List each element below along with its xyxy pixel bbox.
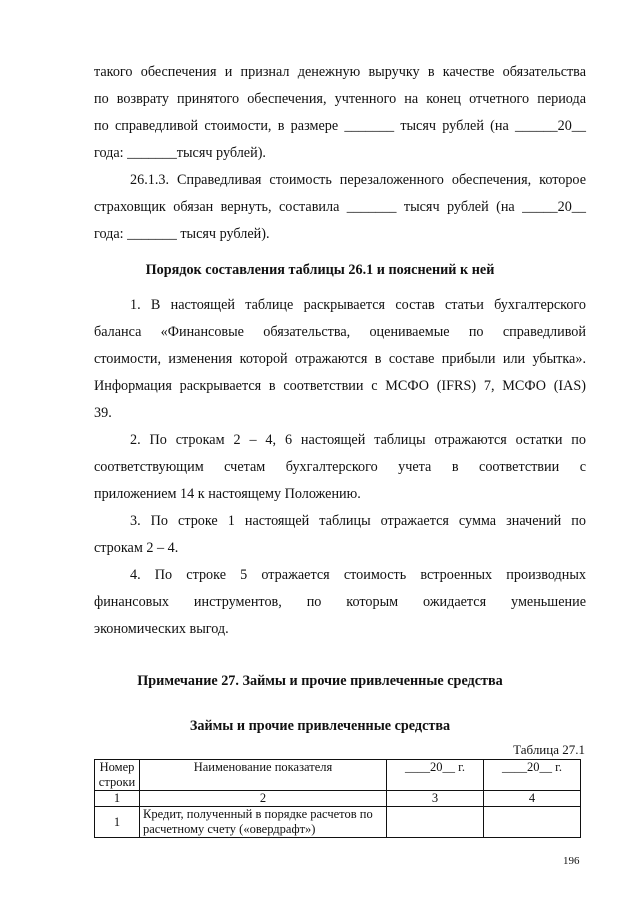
text-line: соответствующим счетам бухгалтерского учета в соответствии с <box>94 459 586 475</box>
header-cell: Номер строки <box>95 760 140 791</box>
table-cell <box>387 807 484 838</box>
text-line: года: _______тысяч рублей). <box>94 145 266 161</box>
table-number-row <box>95 791 581 807</box>
text-line: года: _______ тысяч рублей). <box>94 226 270 242</box>
text-line: баланса «Финансовые обязательства, оцениваемые по справедливой <box>94 324 586 340</box>
table-cell: 1 <box>95 807 140 838</box>
table-cell: 4 <box>484 791 581 807</box>
text-line: строкам 2 – 4. <box>94 540 179 556</box>
table-header-row <box>95 760 581 791</box>
text-line: такого обеспечения и признал денежную выручку в качестве обязательства <box>94 64 586 80</box>
text-line: 2. По строкам 2 – 4, 6 настоящей таблицы отражаются остатки по <box>130 432 586 448</box>
text-line: по возврату принятого обеспечения, учтенного на конец отчетного периода <box>94 91 586 107</box>
header-cell: ____20__ г. <box>387 760 484 791</box>
table-cell: 3 <box>387 791 484 807</box>
note-heading: Примечание 27. Займы и прочие привлеченные средства <box>137 673 503 689</box>
text-line: страховщик обязан вернуть, составила _______ тысяч рублей (на _____20__ <box>94 199 586 215</box>
header-cell: Наименование показателя <box>140 760 387 791</box>
header-cell: ____20__ г. <box>484 760 581 791</box>
text-line: 26.1.3. Справедливая стоимость перезаложенного обеспечения, которое <box>130 172 586 188</box>
table-cell <box>484 807 581 838</box>
table-cell: Кредит, полученный в порядке расчетов по расчетному счету («овердрафт») <box>140 807 387 838</box>
text-line: Информация раскрывается в соответствии с МСФО (IFRS) 7, МСФО (IAS) <box>94 378 586 394</box>
table-cell: 2 <box>140 791 387 807</box>
text-line: экономических выгод. <box>94 621 229 637</box>
table-title: Займы и прочие привлеченные средства <box>189 718 451 734</box>
table-27-1 <box>94 759 581 838</box>
section-heading: Порядок составления таблицы 26.1 и пояснений к ней <box>145 262 495 278</box>
text-line: 3. По строке 1 настоящей таблицы отражается сумма значений по <box>130 513 586 529</box>
text-line: 39. <box>94 405 112 421</box>
text-line: по справедливой стоимости, в размере _______ тысяч рублей (на ______20__ <box>94 118 586 134</box>
text-line: финансовых инструментов, по которым ожидается уменьшение <box>94 594 586 610</box>
table-row <box>95 807 581 838</box>
table-number: Таблица 27.1 <box>513 742 585 757</box>
text-line: приложением 14 к настоящему Положению. <box>94 486 361 502</box>
text-line: 4. По строке 5 отражается стоимость встроенных производных <box>130 567 586 583</box>
text-line: стоимости, изменения которой отражаются в составе прибыли или убытка». <box>94 351 586 367</box>
text-line: 1. В настоящей таблице раскрывается состав статьи бухгалтерского <box>130 297 586 313</box>
table-cell: 1 <box>95 791 140 807</box>
page-number: 196 <box>563 855 580 867</box>
